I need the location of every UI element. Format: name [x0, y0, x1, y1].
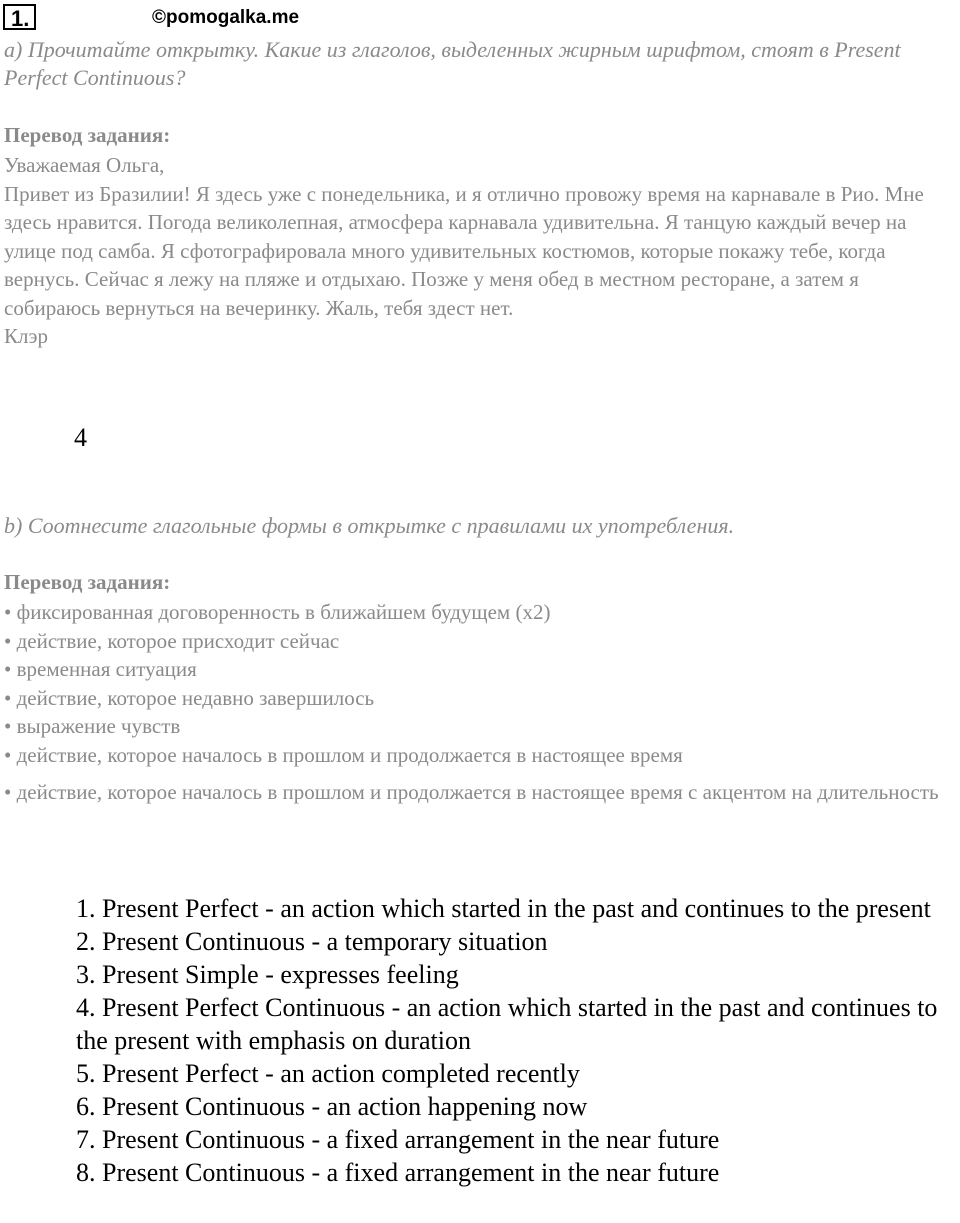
rules-list	[4, 598, 959, 807]
answer-item: 3. Present Simple - expresses feeling	[76, 960, 459, 989]
watermark: ©pomogalka.me	[152, 7, 300, 28]
list-item: • действие, которое началось в прошлом и продолжается в настоящее время с акцентом на длительность	[4, 780, 939, 804]
list-item: • действие, которое недавно завершилось	[4, 685, 375, 710]
task-a-instruction: а) Прочитайте открытку. Какие из глаголов, выделенных жирным шрифтом, стоят в Present Perfect Continuous?	[4, 37, 901, 90]
answer-item: 1. Present Perfect - an action which started in the past and continues to the present	[76, 894, 931, 923]
task-a-answer: 4	[74, 423, 87, 452]
task-b-instruction: b) Соотнесите глагольные формы в открытке с правилами их употребления.	[4, 513, 735, 538]
list-item: • действие, которое началось в прошлом и продолжается в настоящее время	[4, 742, 683, 767]
letter-signature: Клэр	[4, 324, 48, 348]
answer-item: 7. Present Continuous - a fixed arrangement in the near future	[76, 1125, 720, 1154]
list-item: • выражение чувств	[4, 714, 181, 738]
answer-item: 8. Present Continuous - a fixed arrangement in the near future	[76, 1158, 720, 1187]
list-item: • действие, которое присходит сейчас	[4, 628, 340, 653]
answer-item: 5. Present Perfect - an action completed recently	[76, 1059, 580, 1088]
task-a-translation-heading: Перевод задания:	[4, 123, 171, 147]
answer-item: 6. Present Continuous - an action happening now	[76, 1092, 588, 1121]
list-item: • фиксированная договоренность в ближайшем будущем (x2)	[4, 600, 551, 624]
answers-list	[76, 892, 956, 1189]
task-b-translation-heading: Перевод задания:	[4, 570, 171, 594]
answer-item: 4. Present Perfect Continuous - an action which started in the past and continues to the present with emphasis on duration	[76, 993, 938, 1055]
letter-body: Привет из Бразилии! Я здесь уже с понедельника, и я отлично провожу время на карнавале в Рио. Мне здесь нравится. Погода великолепная, атмосфера карнавала удивительна. Я танцую каждый вечер на улице под самба. Я сфотографировала много удивительных костюмов, которые покажу тебе, когда вернусь. Сейчас я лежу на пляже и отдыхаю. Позже у меня обед в местном ресторане, а затем я собираюсь вернуться на вечеринку. Жаль, тебя здест нет.	[4, 181, 924, 320]
list-item: • временная ситуация	[4, 657, 197, 681]
postcard-translation	[4, 151, 954, 351]
answer-item: 2. Present Continuous - a temporary situation	[76, 927, 548, 956]
letter-greeting: Уважаемая Ольга,	[4, 153, 165, 177]
exercise-number: 1.	[3, 4, 36, 30]
